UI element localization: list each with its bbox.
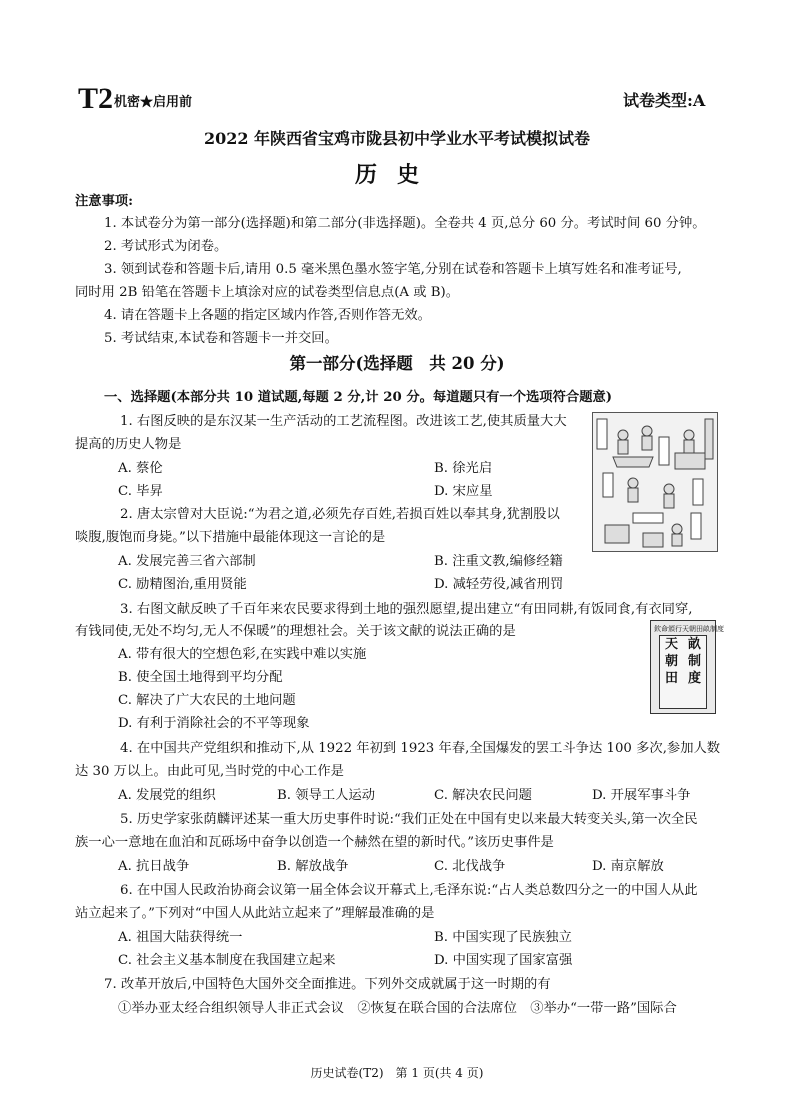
- notice-item: 1. 本试卷分为第一部分(选择题)和第二部分(非选择题)。全卷共 4 页,总分 60 分。考试时间 60 分钟。: [104, 216, 706, 231]
- notice-item: 2. 考试形式为闭卷。: [104, 239, 228, 254]
- option-d: D. 减轻劳役,减省刑罚: [434, 577, 564, 592]
- notice-item: 5. 考试结束,本试卷和答题卡一并交回。: [104, 331, 338, 346]
- option-c: C. 社会主义基本制度在我国建立起来: [118, 953, 336, 968]
- option-c: C. 毕昇: [118, 484, 163, 499]
- section-title: 第一部分(选择题 共 20 分): [289, 354, 505, 373]
- papermaking-process-figure: [592, 412, 718, 552]
- document-char: 天: [664, 637, 678, 652]
- document-char: 畝: [687, 637, 701, 652]
- question-stem: ①举办亚太经合组织领导人非正式会议 ②恢复在联合国的合法席位 ③举办“一带一路”国际合: [118, 1001, 677, 1016]
- notice-item: 同时用 2B 铅笔在答题卡上填涂对应的试卷类型信息点(A 或 B)。: [75, 285, 460, 300]
- document-char: 制: [687, 654, 701, 669]
- document-char: 度: [687, 671, 701, 686]
- option-a: A. 祖国大陆获得统一: [118, 930, 243, 945]
- part-instruction: 一、选择题(本部分共 10 道试题,每题 2 分,计 20 分。每道题只有一个选项符合题意): [104, 390, 613, 405]
- notice-item: 3. 领到试卷和答题卡后,请用 0.5 毫米黑色墨水签字笔,分别在试卷和答题卡上填写姓名和准考证号,: [104, 262, 682, 277]
- question-stem: 4. 在中国共产党组织和推动下,从 1922 年初到 1923 年春,全国爆发的罢工斗争达 100 多次,参加人数: [120, 741, 721, 756]
- question-stem: 提高的历史人物是: [75, 437, 182, 452]
- option-b: B. 徐光启: [434, 461, 493, 476]
- exam-title: 2022 年陕西省宝鸡市陇县初中学业水平考试模拟试卷: [203, 129, 591, 148]
- land-system-document-figure: [650, 620, 724, 714]
- option-a: A. 蔡伦: [118, 461, 163, 476]
- option-d: D. 宋应星: [434, 484, 493, 499]
- option-b: B. 使全国土地得到平均分配: [118, 670, 283, 685]
- option-d: D. 开展军事斗争: [592, 788, 691, 803]
- option-b: B. 中国实现了民族独立: [434, 930, 572, 945]
- question-stem: 6. 在中国人民政治协商会议第一届全体会议开幕式上,毛泽东说:“占人类总数四分之一的中国人从此: [120, 883, 698, 898]
- document-char: 朝: [664, 654, 678, 669]
- question-stem: 2. 唐太宗曾对大臣说:“为君之道,必须先存百姓,若损百姓以奉其身,犹割股以: [120, 507, 560, 522]
- option-c: C. 励精图治,重用贤能: [118, 577, 247, 592]
- notice-heading: 注意事项:: [75, 194, 134, 209]
- option-a: A. 发展党的组织: [118, 788, 216, 803]
- question-stem: 站立起来了。”下列对“中国人从此站立起来了”理解最准确的是: [75, 906, 435, 921]
- option-c: C. 北伐战争: [434, 859, 506, 874]
- option-b: B. 解放战争: [277, 859, 349, 874]
- option-c: C. 解决农民问题: [434, 788, 532, 803]
- question-stem: 达 30 万以上。由此可见,当时党的中心工作是: [75, 764, 344, 779]
- option-d: D. 中国实现了国家富强: [434, 953, 573, 968]
- page-footer: 历史试卷(T2) 第 1 页(共 4 页): [310, 1066, 484, 1080]
- option-b: B. 领导工人运动: [277, 788, 376, 803]
- question-stem: 5. 历史学家张荫麟评述某一重大历史事件时说:“我们正处在中国有史以来最大转变关头,第一次全民: [120, 812, 698, 827]
- question-stem: 有钱同使,无处不均匀,无人不保暖”的理想社会。关于该文献的说法正确的是: [75, 624, 516, 639]
- document-caption: 欽命頒行天朝田畝制度: [654, 625, 724, 633]
- option-d: D. 南京解放: [592, 859, 664, 874]
- option-b: B. 注重文教,编修经籍: [434, 554, 563, 569]
- document-char: 田: [664, 671, 678, 686]
- question-stem: 族一心一意地在血泊和瓦砾场中奋争以创造一个赫然在望的新时代。”该历史事件是: [75, 835, 554, 850]
- question-stem: 啖腹,腹饱而身毙。”以下措施中最能体现这一言论的是: [75, 530, 386, 545]
- paper-code: T2: [78, 82, 114, 115]
- question-stem: 3. 右图文献反映了千百年来农民要求得到土地的强烈愿望,提出建立“有田同耕,有饭同食,有衣同穿,: [120, 602, 693, 617]
- question-stem: 1. 右图反映的是东汉某一生产活动的工艺流程图。改进该工艺,使其质量大大: [120, 414, 567, 429]
- option-c: C. 解决了广大农民的土地问题: [118, 693, 296, 708]
- option-a: A. 带有很大的空想色彩,在实践中难以实施: [118, 647, 367, 662]
- option-a: A. 抗日战争: [118, 859, 190, 874]
- option-d: D. 有利于消除社会的不平等现象: [118, 716, 310, 731]
- secret-label: 机密★启用前: [114, 95, 193, 110]
- option-a: A. 发展完善三省六部制: [118, 554, 256, 569]
- paper-type: 试卷类型:A: [623, 91, 706, 110]
- notice-item: 4. 请在答题卡上各题的指定区域内作答,否则作答无效。: [104, 308, 431, 323]
- question-stem: 7. 改革开放后,中国特色大国外交全面推进。下列外交成就属于这一时期的有: [104, 977, 551, 992]
- subject-title: 历史: [354, 162, 439, 188]
